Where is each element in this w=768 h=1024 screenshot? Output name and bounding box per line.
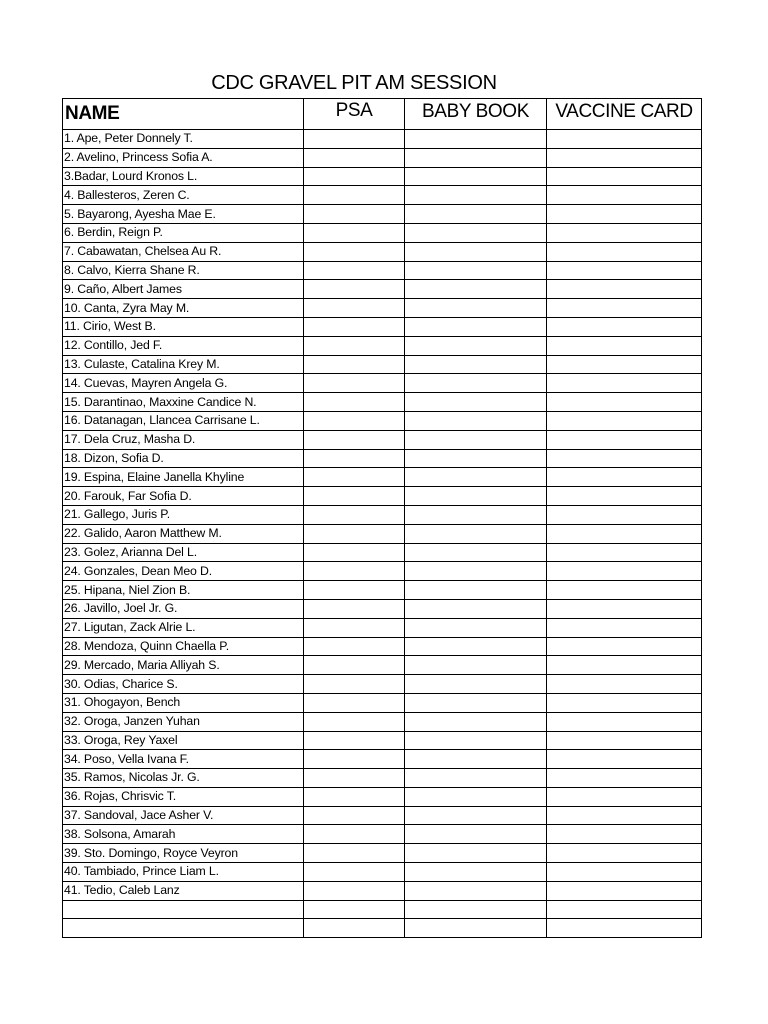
psa-cell: [304, 581, 405, 600]
vaccine-card-cell: [547, 543, 702, 562]
table-row: [63, 468, 702, 487]
table-row: [63, 336, 702, 355]
psa-cell: [304, 750, 405, 769]
psa-cell: [304, 449, 405, 468]
student-name-cell: 17. Dela Cruz, Masha D.: [63, 430, 304, 449]
student-name-cell: 37. Sandoval, Jace Asher V.: [63, 806, 304, 825]
student-name-cell: 36. Rojas, Chrisvic T.: [63, 787, 304, 806]
baby-book-cell: [405, 130, 547, 149]
baby-book-cell: [405, 317, 547, 336]
psa-cell: [304, 130, 405, 149]
baby-book-cell: [405, 223, 547, 242]
student-name-cell: [63, 919, 304, 938]
table-row: [63, 487, 702, 506]
table-row: [63, 148, 702, 167]
table-row: [63, 675, 702, 694]
student-name-cell: 9. Caño, Albert James: [63, 280, 304, 299]
student-name-cell: 1. Ape, Peter Donnely T.: [63, 130, 304, 149]
student-name-cell: 2. Avelino, Princess Sofia A.: [63, 148, 304, 167]
table-row: [63, 130, 702, 149]
table-row: [63, 712, 702, 731]
table-row: [63, 900, 702, 919]
vaccine-card-cell: [547, 317, 702, 336]
baby-book-cell: [405, 167, 547, 186]
student-name-cell: 3.Badar, Lourd Kronos L.: [63, 167, 304, 186]
page-title: CDC GRAVEL PIT AM SESSION: [211, 72, 497, 94]
psa-cell: [304, 280, 405, 299]
baby-book-cell: [405, 355, 547, 374]
student-name-cell: 31. Ohogayon, Bench: [63, 693, 304, 712]
psa-cell: [304, 487, 405, 506]
student-name-cell: 18. Dizon, Sofia D.: [63, 449, 304, 468]
vaccine-card-cell: [547, 411, 702, 430]
table-row: [63, 167, 702, 186]
vaccine-card-cell: [547, 731, 702, 750]
table-row: [63, 355, 702, 374]
psa-cell: [304, 618, 405, 637]
vaccine-card-cell: [547, 468, 702, 487]
vaccine-card-cell: [547, 806, 702, 825]
student-name-cell: 15. Darantinao, Maxxine Candice N.: [63, 393, 304, 412]
table-row: [63, 430, 702, 449]
table-row: [63, 223, 702, 242]
vaccine-card-cell: [547, 825, 702, 844]
baby-book-cell: [405, 900, 547, 919]
table-row: [63, 750, 702, 769]
baby-book-cell: [405, 562, 547, 581]
table-row: [63, 581, 702, 600]
baby-book-cell: [405, 881, 547, 900]
header-baby-book: BABY BOOK: [405, 99, 547, 130]
student-name-cell: 39. Sto. Domingo, Royce Veyron: [63, 844, 304, 863]
vaccine-card-cell: [547, 562, 702, 581]
vaccine-card-cell: [547, 242, 702, 261]
table-row: [63, 393, 702, 412]
table-row: [63, 656, 702, 675]
psa-cell: [304, 881, 405, 900]
psa-cell: [304, 411, 405, 430]
psa-cell: [304, 712, 405, 731]
vaccine-card-cell: [547, 637, 702, 656]
psa-cell: [304, 167, 405, 186]
psa-cell: [304, 261, 405, 280]
baby-book-cell: [405, 505, 547, 524]
vaccine-card-cell: [547, 900, 702, 919]
vaccine-card-cell: [547, 130, 702, 149]
student-name-cell: 14. Cuevas, Mayren Angela G.: [63, 374, 304, 393]
vaccine-card-cell: [547, 167, 702, 186]
table-row: [63, 806, 702, 825]
student-name-cell: 6. Berdin, Reign P.: [63, 223, 304, 242]
vaccine-card-cell: [547, 186, 702, 205]
table-row: [63, 299, 702, 318]
psa-cell: [304, 825, 405, 844]
table-row: [63, 374, 702, 393]
student-name-cell: 22. Galido, Aaron Matthew M.: [63, 524, 304, 543]
student-name-cell: 33. Oroga, Rey Yaxel: [63, 731, 304, 750]
baby-book-cell: [405, 618, 547, 637]
vaccine-card-cell: [547, 430, 702, 449]
baby-book-cell: [405, 769, 547, 788]
student-name-cell: 27. Ligutan, Zack Alrie L.: [63, 618, 304, 637]
vaccine-card-cell: [547, 919, 702, 938]
baby-book-cell: [405, 637, 547, 656]
baby-book-cell: [405, 863, 547, 882]
baby-book-cell: [405, 487, 547, 506]
vaccine-card-cell: [547, 223, 702, 242]
baby-book-cell: [405, 675, 547, 694]
student-name-cell: 10. Canta, Zyra May M.: [63, 299, 304, 318]
baby-book-cell: [405, 524, 547, 543]
table-row: [63, 562, 702, 581]
table-row: [63, 543, 702, 562]
psa-cell: [304, 524, 405, 543]
student-name-cell: 25. Hipana, Niel Zion B.: [63, 581, 304, 600]
baby-book-cell: [405, 205, 547, 224]
baby-book-cell: [405, 411, 547, 430]
student-name-cell: 26. Javillo, Joel Jr. G.: [63, 599, 304, 618]
psa-cell: [304, 242, 405, 261]
table-row: [63, 242, 702, 261]
student-name-cell: 38. Solsona, Amarah: [63, 825, 304, 844]
psa-cell: [304, 900, 405, 919]
student-name-cell: 40. Tambiado, Prince Liam L.: [63, 863, 304, 882]
baby-book-cell: [405, 261, 547, 280]
baby-book-cell: [405, 543, 547, 562]
attendance-table: [62, 98, 702, 938]
student-name-cell: 4. Ballesteros, Zeren C.: [63, 186, 304, 205]
psa-cell: [304, 205, 405, 224]
psa-cell: [304, 393, 405, 412]
student-name-cell: 11. Cirio, West B.: [63, 317, 304, 336]
student-name-cell: 7. Cabawatan, Chelsea Au R.: [63, 242, 304, 261]
student-name-cell: 29. Mercado, Maria Alliyah S.: [63, 656, 304, 675]
baby-book-cell: [405, 374, 547, 393]
vaccine-card-cell: [547, 881, 702, 900]
table-row: [63, 317, 702, 336]
student-name-cell: 34. Poso, Vella Ivana F.: [63, 750, 304, 769]
header-vaccine-card: VACCINE CARD: [547, 99, 702, 130]
vaccine-card-cell: [547, 336, 702, 355]
psa-cell: [304, 637, 405, 656]
psa-cell: [304, 787, 405, 806]
student-name-cell: 8. Calvo, Kierra Shane R.: [63, 261, 304, 280]
table-row: [63, 881, 702, 900]
psa-cell: [304, 186, 405, 205]
table-row: [63, 769, 702, 788]
baby-book-cell: [405, 599, 547, 618]
psa-cell: [304, 656, 405, 675]
vaccine-card-cell: [547, 374, 702, 393]
baby-book-cell: [405, 844, 547, 863]
psa-cell: [304, 468, 405, 487]
table-row: [63, 411, 702, 430]
baby-book-cell: [405, 581, 547, 600]
baby-book-cell: [405, 242, 547, 261]
student-name-cell: 19. Espina, Elaine Janella Khyline: [63, 468, 304, 487]
vaccine-card-cell: [547, 675, 702, 694]
vaccine-card-cell: [547, 693, 702, 712]
vaccine-card-cell: [547, 750, 702, 769]
psa-cell: [304, 863, 405, 882]
student-name-cell: 23. Golez, Arianna Del L.: [63, 543, 304, 562]
student-name-cell: 41. Tedio, Caleb Lanz: [63, 881, 304, 900]
table-row: [63, 280, 702, 299]
vaccine-card-cell: [547, 280, 702, 299]
table-row: [63, 825, 702, 844]
psa-cell: [304, 919, 405, 938]
student-name-cell: 5. Bayarong, Ayesha Mae E.: [63, 205, 304, 224]
vaccine-card-cell: [547, 863, 702, 882]
vaccine-card-cell: [547, 581, 702, 600]
psa-cell: [304, 299, 405, 318]
table-row: [63, 449, 702, 468]
header-psa: PSA: [304, 99, 405, 130]
vaccine-card-cell: [547, 524, 702, 543]
student-name-cell: 28. Mendoza, Quinn Chaella P.: [63, 637, 304, 656]
vaccine-card-cell: [547, 355, 702, 374]
psa-cell: [304, 844, 405, 863]
psa-cell: [304, 731, 405, 750]
psa-cell: [304, 505, 405, 524]
table-row: [63, 505, 702, 524]
psa-cell: [304, 317, 405, 336]
psa-cell: [304, 543, 405, 562]
baby-book-cell: [405, 656, 547, 675]
student-name-cell: 13. Culaste, Catalina Krey M.: [63, 355, 304, 374]
vaccine-card-cell: [547, 261, 702, 280]
table-row: [63, 618, 702, 637]
vaccine-card-cell: [547, 449, 702, 468]
table-row: [63, 863, 702, 882]
psa-cell: [304, 693, 405, 712]
baby-book-cell: [405, 449, 547, 468]
psa-cell: [304, 675, 405, 694]
psa-cell: [304, 562, 405, 581]
vaccine-card-cell: [547, 769, 702, 788]
psa-cell: [304, 355, 405, 374]
baby-book-cell: [405, 919, 547, 938]
header-name: NAME: [63, 99, 304, 130]
table-row: [63, 524, 702, 543]
table-row: [63, 693, 702, 712]
table-row: [63, 637, 702, 656]
psa-cell: [304, 336, 405, 355]
table-header-row: [63, 99, 702, 130]
baby-book-cell: [405, 750, 547, 769]
student-name-cell: 12. Contillo, Jed F.: [63, 336, 304, 355]
baby-book-cell: [405, 299, 547, 318]
psa-cell: [304, 223, 405, 242]
baby-book-cell: [405, 148, 547, 167]
baby-book-cell: [405, 393, 547, 412]
vaccine-card-cell: [547, 205, 702, 224]
student-name-cell: 21. Gallego, Juris P.: [63, 505, 304, 524]
vaccine-card-cell: [547, 148, 702, 167]
student-name-cell: 32. Oroga, Janzen Yuhan: [63, 712, 304, 731]
baby-book-cell: [405, 787, 547, 806]
baby-book-cell: [405, 712, 547, 731]
psa-cell: [304, 769, 405, 788]
table-body: [63, 130, 702, 938]
vaccine-card-cell: [547, 656, 702, 675]
vaccine-card-cell: [547, 599, 702, 618]
table-row: [63, 844, 702, 863]
table-row: [63, 261, 702, 280]
student-name-cell: 24. Gonzales, Dean Meo D.: [63, 562, 304, 581]
table-row: [63, 787, 702, 806]
vaccine-card-cell: [547, 487, 702, 506]
psa-cell: [304, 430, 405, 449]
baby-book-cell: [405, 731, 547, 750]
psa-cell: [304, 374, 405, 393]
psa-cell: [304, 806, 405, 825]
table-row: [63, 186, 702, 205]
student-name-cell: 16. Datanagan, Llancea Carrisane L.: [63, 411, 304, 430]
vaccine-card-cell: [547, 299, 702, 318]
psa-cell: [304, 148, 405, 167]
student-name-cell: [63, 900, 304, 919]
baby-book-cell: [405, 430, 547, 449]
vaccine-card-cell: [547, 712, 702, 731]
baby-book-cell: [405, 186, 547, 205]
student-name-cell: 30. Odias, Charice S.: [63, 675, 304, 694]
vaccine-card-cell: [547, 787, 702, 806]
table-row: [63, 919, 702, 938]
student-name-cell: 35. Ramos, Nicolas Jr. G.: [63, 769, 304, 788]
baby-book-cell: [405, 280, 547, 299]
vaccine-card-cell: [547, 393, 702, 412]
psa-cell: [304, 599, 405, 618]
baby-book-cell: [405, 468, 547, 487]
table-row: [63, 731, 702, 750]
table-row: [63, 205, 702, 224]
baby-book-cell: [405, 693, 547, 712]
vaccine-card-cell: [547, 618, 702, 637]
student-name-cell: 20. Farouk, Far Sofia D.: [63, 487, 304, 506]
baby-book-cell: [405, 825, 547, 844]
table-row: [63, 599, 702, 618]
vaccine-card-cell: [547, 505, 702, 524]
baby-book-cell: [405, 806, 547, 825]
vaccine-card-cell: [547, 844, 702, 863]
baby-book-cell: [405, 336, 547, 355]
